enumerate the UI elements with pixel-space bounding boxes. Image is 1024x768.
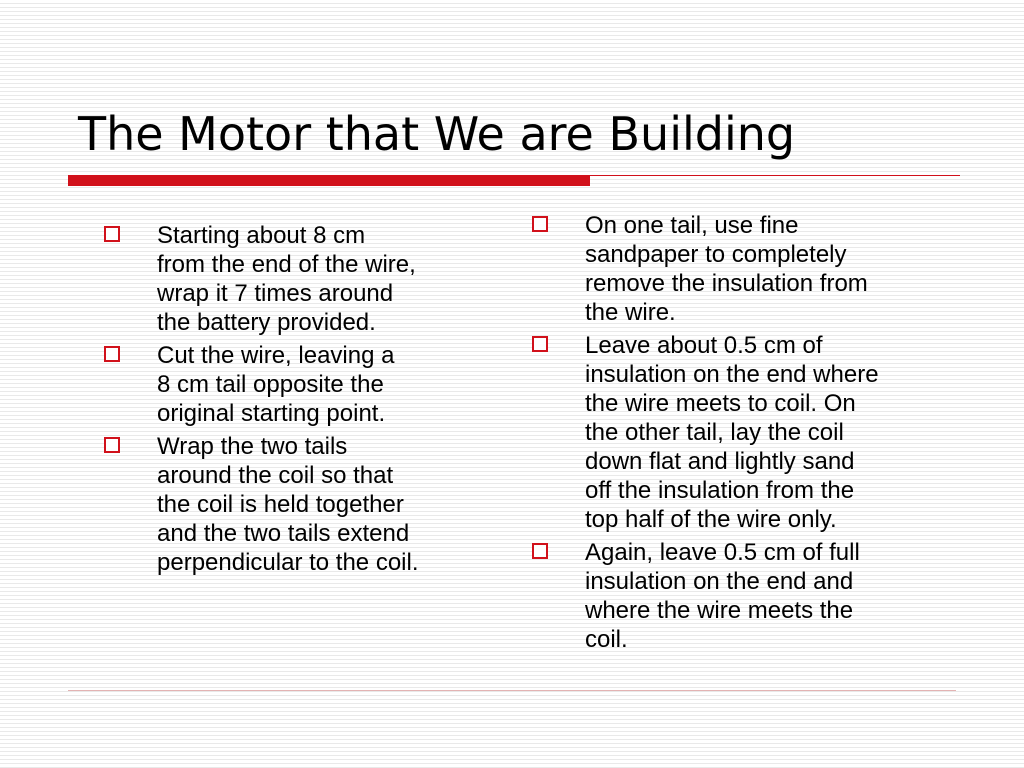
footer-divider (68, 690, 956, 691)
bullet-item (532, 538, 962, 654)
hollow-square-bullet-icon (532, 336, 548, 352)
bullet-text: Leave about 0.5 cm of insulation on the end where the wire meets to coil. On the other tail, lay the coil down flat and lightly sand off the insulation from the top half of the wire only. (585, 332, 879, 533)
title-underline-thin (590, 175, 960, 176)
right-bullet-list (532, 211, 962, 658)
hollow-square-bullet-icon (532, 216, 548, 232)
hollow-square-bullet-icon (104, 226, 120, 242)
bullet-text: Starting about 8 cm from the end of the wire, wrap it 7 times around the battery provided. (157, 222, 416, 336)
bullet-item (104, 432, 504, 577)
bullet-text: Again, leave 0.5 cm of full insulation on the end and where the wire meets the coil. (585, 539, 860, 653)
slide-title: The Motor that We are Building (78, 107, 796, 161)
bullet-item (532, 211, 962, 327)
bullet-text: Cut the wire, leaving a 8 cm tail opposite the original starting point. (157, 342, 395, 427)
title-underline-accent (68, 175, 590, 186)
hollow-square-bullet-icon (104, 437, 120, 453)
bullet-item (104, 221, 504, 337)
bullet-item (104, 341, 504, 428)
hollow-square-bullet-icon (532, 543, 548, 559)
hollow-square-bullet-icon (104, 346, 120, 362)
bullet-item (532, 331, 962, 534)
bullet-text: Wrap the two tails around the coil so that the coil is held together and the two tails extend perpendicular to the coil. (157, 433, 419, 576)
bullet-text: On one tail, use fine sandpaper to completely remove the insulation from the wire. (585, 212, 868, 326)
left-bullet-list (104, 221, 504, 581)
